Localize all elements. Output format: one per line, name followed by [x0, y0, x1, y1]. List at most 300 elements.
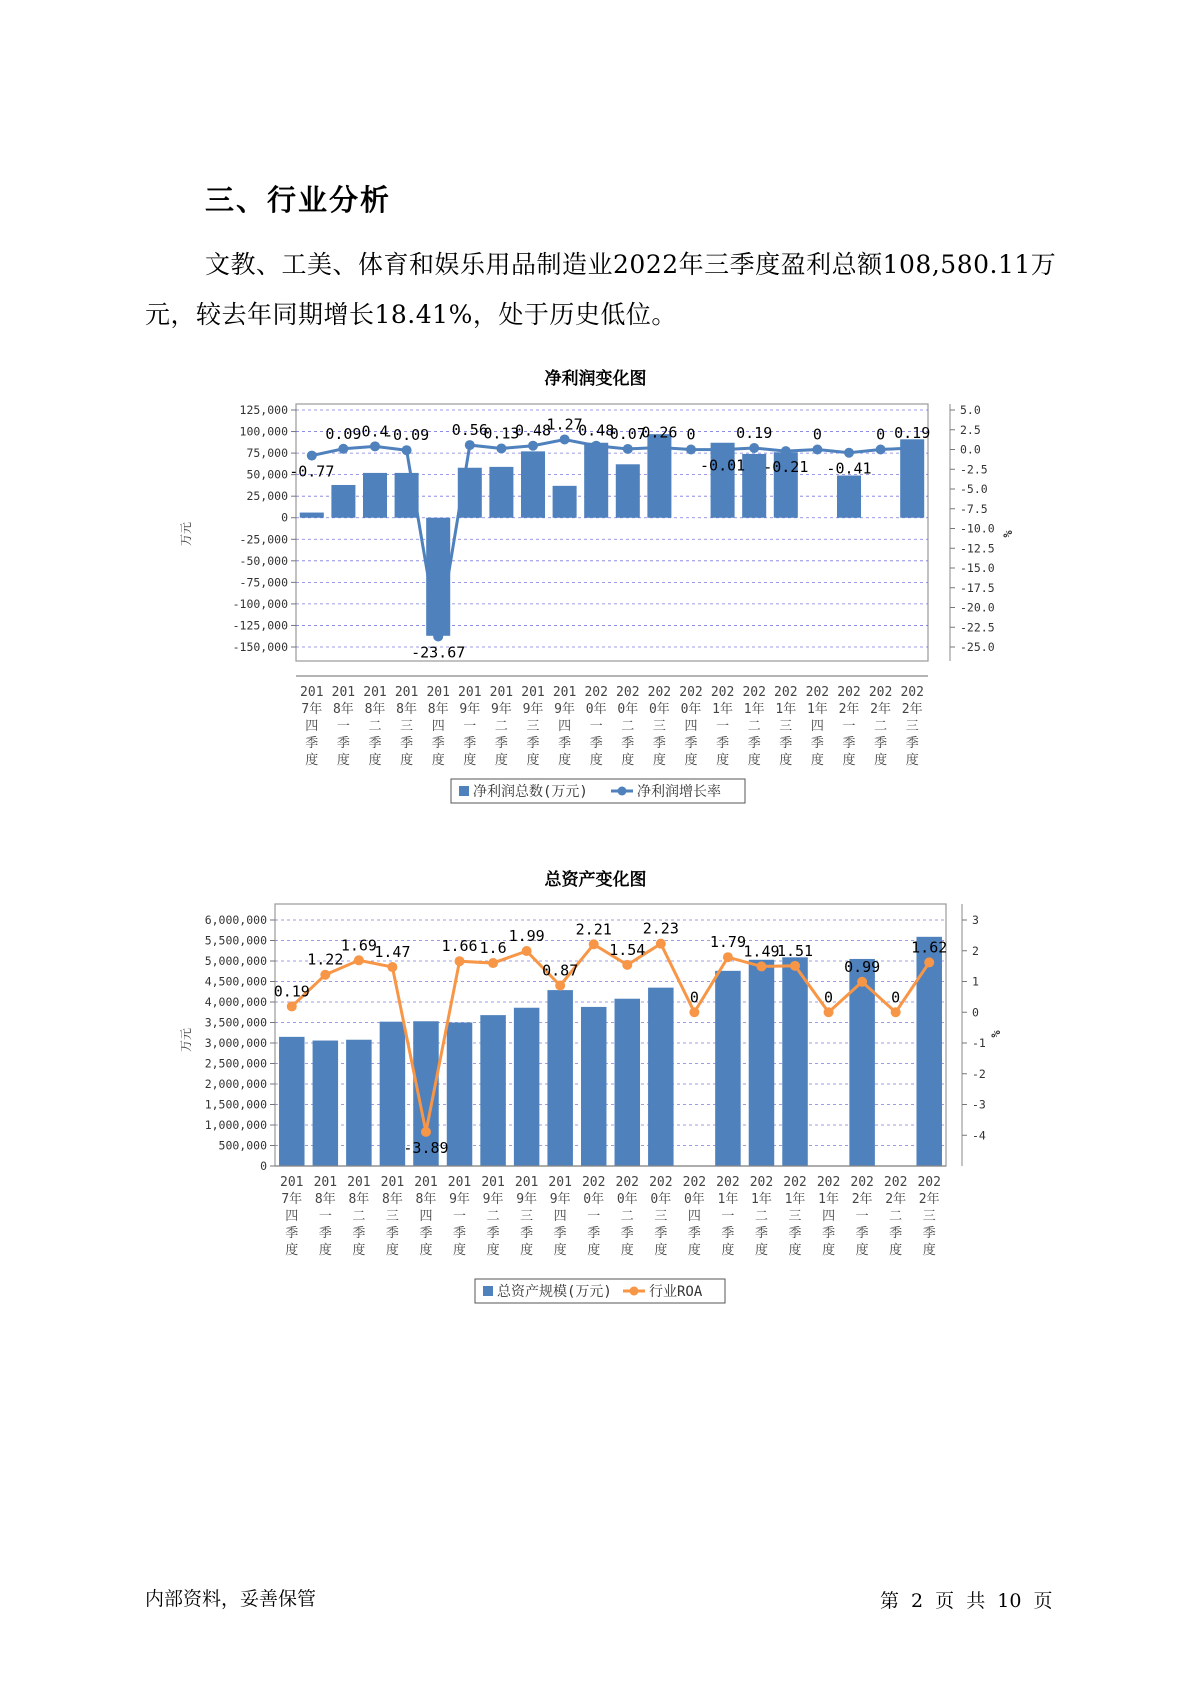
- data-label: 1.51: [776, 941, 814, 960]
- x-tick-label: 三: [922, 1209, 936, 1224]
- x-tick-label: 季: [553, 1226, 567, 1241]
- x-tick-label: 8年: [382, 1192, 403, 1207]
- y-tick-label: -125,000: [232, 618, 288, 633]
- x-tick-label: 度: [520, 1243, 534, 1258]
- x-tick-label: 二: [747, 719, 761, 734]
- x-tick-label: 度: [419, 1243, 433, 1258]
- x-tick-label: 二: [486, 1209, 500, 1224]
- x-tick-label: 度: [385, 1243, 399, 1258]
- x-tick-label: 季: [754, 1226, 768, 1241]
- x-tick-label: 季: [922, 1226, 936, 1241]
- line-point: [857, 977, 867, 987]
- x-tick-label: 202: [749, 1175, 774, 1190]
- x-tick-label: 一: [336, 719, 350, 734]
- legend-bar-label: 净利润总数(万元): [473, 784, 588, 800]
- x-tick-label: 9年: [549, 1192, 571, 1207]
- x-tick-label: 201: [458, 685, 482, 700]
- data-label: -3.89: [403, 1138, 449, 1157]
- y2-tick-label: -4: [972, 1128, 986, 1143]
- data-label: 1.6: [479, 939, 507, 958]
- data-label: 0.26: [641, 423, 678, 442]
- x-tick-label: 201: [548, 1175, 572, 1190]
- x-tick-label: 季: [305, 736, 319, 751]
- x-tick-label: 四: [810, 719, 824, 734]
- y2-tick-label: -5.0: [960, 482, 988, 496]
- line-point: [522, 946, 532, 956]
- y2-tick-label: 5.0: [960, 403, 981, 417]
- x-tick-label: 季: [589, 736, 603, 751]
- x-tick-label: 202: [900, 685, 924, 700]
- bar: [581, 1007, 606, 1166]
- x-tick-label: 一: [716, 719, 730, 734]
- x-tick-label: 0年: [616, 1192, 638, 1207]
- x-tick-label: 9年: [516, 1192, 538, 1207]
- x-tick-label: 度: [463, 753, 477, 768]
- x-tick-label: 201: [481, 1175, 505, 1190]
- x-tick-label: 四: [553, 1209, 567, 1224]
- x-tick-label: 季: [779, 736, 793, 751]
- legend-line-label: 行业ROA: [649, 1284, 703, 1300]
- x-tick-label: 8年: [396, 702, 418, 717]
- y-axis-title: 万元: [179, 521, 193, 547]
- bar: [279, 1037, 304, 1166]
- x-tick-label: 度: [721, 1243, 735, 1258]
- data-label: 0.09: [325, 424, 362, 443]
- x-tick-label: 度: [587, 1243, 601, 1258]
- x-tick-label: 四: [305, 719, 319, 734]
- x-tick-label: 度: [842, 753, 856, 768]
- x-tick-label: 201: [489, 685, 514, 700]
- x-tick-label: 7年: [281, 1192, 303, 1207]
- x-tick-label: 季: [526, 736, 540, 751]
- legend-line-label: 净利润增长率: [637, 784, 721, 800]
- line-point: [320, 970, 330, 980]
- line-point: [287, 1001, 297, 1011]
- x-tick-label: 2年: [870, 702, 892, 717]
- x-tick-label: 202: [850, 1175, 874, 1190]
- x-tick-label: 度: [494, 753, 508, 768]
- data-label: 0.07: [609, 424, 646, 443]
- data-label: 0.4: [361, 422, 389, 441]
- x-tick-label: 202: [742, 685, 766, 700]
- x-tick-label: 季: [285, 1226, 299, 1241]
- x-tick-label: 季: [620, 1226, 634, 1241]
- x-tick-label: 0年: [680, 702, 702, 717]
- y2-tick-label: -3: [972, 1097, 986, 1112]
- y-tick-label: 1,000,000: [204, 1118, 267, 1132]
- x-tick-label: 度: [652, 753, 666, 768]
- data-label: 1.62: [911, 938, 948, 957]
- x-tick-label: 8年: [332, 702, 354, 717]
- y-tick-label: 75,000: [246, 446, 288, 461]
- x-tick-label: 202: [716, 1175, 740, 1190]
- x-tick-label: 1年: [775, 702, 797, 717]
- x-tick-label: 季: [453, 1226, 467, 1241]
- x-tick-label: 8年: [415, 1192, 437, 1207]
- x-tick-label: 季: [419, 1226, 433, 1241]
- x-tick-label: 季: [822, 1226, 836, 1241]
- bar: [480, 1015, 505, 1166]
- y-tick-label: 125,000: [239, 403, 288, 417]
- line-point: [891, 1007, 901, 1017]
- x-tick-label: 1年: [806, 702, 828, 717]
- x-tick-label: 201: [280, 1175, 304, 1190]
- x-tick-label: 季: [431, 736, 445, 751]
- x-tick-label: 一: [463, 719, 477, 734]
- x-tick-label: 202: [917, 1175, 941, 1190]
- y-tick-label: -100,000: [232, 596, 288, 611]
- x-tick-label: 四: [285, 1209, 299, 1224]
- x-tick-label: 二: [621, 719, 635, 734]
- x-tick-label: 季: [684, 736, 698, 751]
- x-tick-label: 202: [774, 685, 798, 700]
- x-tick-label: 季: [385, 1226, 399, 1241]
- x-tick-label: 度: [874, 753, 888, 768]
- data-label: 1.69: [340, 936, 377, 955]
- summary-paragraph: 文教、工美、体育和娱乐用品制造业2022年三季度盈利总额108,580.11万元，较去年同期增长18.41%，处于历史低位。: [145, 250, 1057, 329]
- x-tick-label: 四: [419, 1209, 433, 1224]
- line-point: [455, 956, 465, 966]
- x-tick-label: 二: [889, 1209, 903, 1224]
- legend-bar-label: 总资产规模(万元): [497, 1284, 612, 1300]
- data-label: 2.21: [575, 920, 612, 939]
- x-tick-label: 202: [682, 1175, 707, 1190]
- x-tick-label: 202: [649, 1175, 673, 1190]
- x-tick-label: 202: [883, 1175, 908, 1190]
- x-tick-label: 度: [526, 753, 540, 768]
- data-label: 2.23: [642, 919, 679, 938]
- data-label: -0.09: [384, 426, 430, 445]
- y2-tick-label: -20.0: [960, 600, 995, 615]
- x-tick-label: 度: [788, 1243, 802, 1258]
- x-tick-label: 一: [855, 1209, 869, 1224]
- bar: [346, 1040, 371, 1166]
- x-tick-label: 季: [788, 1226, 802, 1241]
- y-tick-label: 50,000: [246, 467, 288, 482]
- x-tick-label: 季: [520, 1226, 534, 1241]
- x-tick-label: 0年: [585, 702, 607, 717]
- x-tick-label: 201: [300, 685, 324, 700]
- x-tick-label: 季: [810, 736, 824, 751]
- line-point: [488, 958, 498, 968]
- x-tick-label: 季: [463, 736, 477, 751]
- x-tick-label: 2年: [918, 1192, 940, 1207]
- x-tick-label: 季: [747, 736, 761, 751]
- x-tick-label: 0年: [617, 702, 639, 717]
- x-tick-label: 201: [414, 1175, 438, 1190]
- x-tick-label: 2年: [838, 702, 860, 717]
- x-tick-label: 二: [874, 719, 888, 734]
- x-tick-label: 8年: [364, 702, 386, 717]
- x-tick-label: 四: [687, 1209, 701, 1224]
- data-label: 1.66: [441, 937, 478, 956]
- y-tick-label: 500,000: [218, 1138, 267, 1153]
- x-tick-label: 三: [788, 1209, 802, 1224]
- line-point: [589, 939, 599, 949]
- x-tick-label: 1年: [784, 1192, 806, 1207]
- x-tick-label: 二: [620, 1209, 634, 1224]
- x-tick-label: 度: [754, 1243, 768, 1258]
- line-point: [756, 961, 766, 971]
- line-point: [689, 1007, 699, 1017]
- bar: [313, 1041, 338, 1166]
- x-tick-label: 四: [684, 719, 698, 734]
- x-tick-label: 9年: [490, 702, 512, 717]
- data-label: 0: [824, 988, 834, 1007]
- section-heading: 三、行业分析: [205, 183, 392, 217]
- bar: [782, 957, 807, 1166]
- x-tick-label: 度: [453, 1243, 467, 1258]
- x-tick-label: 202: [783, 1175, 807, 1190]
- x-tick-label: 202: [805, 685, 830, 700]
- x-tick-label: 度: [716, 753, 730, 768]
- y-tick-label: -25,000: [239, 532, 288, 547]
- x-tick-label: 度: [589, 753, 603, 768]
- y-tick-label: -50,000: [239, 553, 288, 568]
- data-label: 0.99: [844, 957, 881, 976]
- x-tick-label: 度: [779, 753, 793, 768]
- x-tick-label: 四: [822, 1209, 836, 1224]
- x-tick-label: 一: [721, 1209, 735, 1224]
- line-point: [656, 939, 666, 949]
- x-tick-label: 季: [336, 736, 350, 751]
- x-tick-label: 202: [584, 685, 608, 700]
- x-tick-label: 三: [652, 719, 666, 734]
- x-tick-label: 0年: [648, 702, 670, 717]
- data-label: -23.67: [411, 643, 466, 662]
- y2-tick-label: -2: [972, 1066, 986, 1081]
- y2-tick-label: -10.0: [960, 521, 995, 536]
- y-tick-label: 3,500,000: [204, 1015, 267, 1030]
- x-tick-label: 201: [380, 1175, 405, 1190]
- x-tick-label: 度: [400, 753, 414, 768]
- x-tick-label: 季: [721, 1226, 735, 1241]
- x-tick-label: 四: [558, 719, 572, 734]
- x-tick-label: 1年: [743, 702, 765, 717]
- x-tick-label: 季: [400, 736, 414, 751]
- data-label: 0: [876, 425, 886, 444]
- x-tick-label: 度: [431, 753, 445, 768]
- x-tick-label: 季: [874, 736, 888, 751]
- data-label: 0.48: [514, 421, 552, 440]
- x-tick-label: 季: [654, 1226, 668, 1241]
- x-tick-label: 度: [822, 1243, 836, 1258]
- x-tick-label: 201: [514, 1175, 539, 1190]
- x-tick-label: 201: [552, 685, 577, 700]
- legend-line-marker: [630, 1287, 639, 1296]
- x-tick-label: 202: [615, 1175, 640, 1190]
- x-tick-label: 202: [647, 685, 672, 700]
- x-tick-label: 9年: [482, 1192, 504, 1207]
- x-tick-label: 季: [558, 736, 572, 751]
- data-label: 0: [891, 988, 901, 1007]
- x-tick-label: 季: [486, 1226, 500, 1241]
- x-tick-label: 9年: [522, 702, 544, 717]
- x-tick-label: 度: [855, 1243, 869, 1258]
- data-label: 1.49: [743, 942, 780, 961]
- x-tick-label: 季: [352, 1226, 366, 1241]
- x-tick-label: 201: [313, 1175, 338, 1190]
- x-tick-label: 度: [654, 1243, 668, 1258]
- x-tick-label: 201: [363, 685, 387, 700]
- x-tick-label: 8年: [427, 702, 449, 717]
- x-tick-label: 一: [587, 1209, 601, 1224]
- data-label: 0.87: [542, 961, 579, 980]
- bar: [447, 1023, 472, 1167]
- x-tick-label: 季: [587, 1226, 601, 1241]
- x-tick-label: 度: [368, 753, 382, 768]
- bar: [380, 1022, 405, 1166]
- y-tick-label: 1,500,000: [204, 1097, 267, 1112]
- x-tick-label: 2年: [901, 702, 923, 717]
- x-tick-label: 二: [494, 719, 508, 734]
- x-tick-label: 9年: [459, 702, 481, 717]
- data-label: -0.21: [763, 458, 809, 477]
- x-tick-label: 1年: [751, 1192, 772, 1207]
- y-tick-label: 4,500,000: [204, 974, 267, 989]
- data-label: 1.47: [374, 943, 411, 962]
- x-tick-label: 度: [558, 753, 572, 768]
- y-tick-label: 0: [281, 510, 288, 525]
- x-tick-label: 度: [553, 1243, 567, 1258]
- y2-tick-label: -2.5: [960, 462, 988, 477]
- y2-tick-label: -1: [972, 1036, 986, 1050]
- x-tick-label: 2年: [851, 1192, 873, 1207]
- bar: [749, 960, 774, 1166]
- x-tick-label: 季: [716, 736, 730, 751]
- x-tick-label: 8年: [348, 1192, 370, 1207]
- x-tick-label: 季: [318, 1226, 332, 1241]
- x-tick-label: 季: [905, 736, 919, 751]
- footer-page-number: 第 2 页 共 10 页: [880, 1590, 1053, 1612]
- x-tick-label: 度: [621, 753, 635, 768]
- x-tick-label: 度: [318, 1243, 332, 1258]
- x-tick-label: 季: [889, 1226, 903, 1241]
- x-tick-label: 度: [620, 1243, 634, 1258]
- x-tick-label: 201: [347, 1175, 371, 1190]
- x-tick-label: 三: [905, 719, 919, 734]
- y2-tick-label: -7.5: [960, 501, 988, 516]
- line-point: [790, 961, 800, 971]
- bar: [547, 990, 572, 1166]
- y-tick-label: 5,500,000: [204, 933, 267, 948]
- y-tick-label: -150,000: [232, 640, 288, 654]
- data-label: 0.48: [578, 421, 615, 440]
- x-tick-label: 一: [842, 719, 856, 734]
- y-tick-label: 2,500,000: [204, 1056, 267, 1071]
- data-label: 0: [812, 425, 822, 444]
- x-tick-label: 一: [453, 1209, 467, 1224]
- x-tick-label: 度: [922, 1243, 936, 1258]
- data-label: 0.19: [894, 423, 931, 442]
- y2-tick-label: 0.0: [960, 442, 981, 457]
- chart2-title: 总资产变化图: [544, 870, 647, 890]
- x-tick-label: 季: [494, 736, 508, 751]
- legend-bar-swatch: [483, 1286, 493, 1296]
- bar: [916, 937, 941, 1166]
- y2-axis-title: %: [989, 1030, 1003, 1038]
- data-label: 0.19: [736, 423, 773, 442]
- bar: [615, 999, 640, 1166]
- y-tick-label: 4,000,000: [204, 995, 267, 1009]
- y-tick-label: 0: [260, 1159, 267, 1173]
- x-tick-label: 度: [684, 753, 698, 768]
- y2-tick-label: -22.5: [960, 620, 995, 635]
- y-tick-label: -75,000: [239, 575, 288, 590]
- line-point: [387, 962, 397, 972]
- x-tick-label: 二: [754, 1209, 768, 1224]
- x-tick-label: 度: [810, 753, 824, 768]
- x-tick-label: 季: [652, 736, 666, 751]
- y-tick-label: 6,000,000: [204, 913, 267, 927]
- x-tick-label: 202: [616, 685, 640, 700]
- x-tick-label: 1年: [712, 702, 734, 717]
- x-tick-label: 度: [905, 753, 919, 768]
- y2-tick-label: -12.5: [960, 541, 995, 556]
- x-tick-label: 度: [687, 1243, 701, 1258]
- y2-tick-label: 3: [972, 913, 979, 927]
- x-tick-label: 三: [385, 1209, 399, 1224]
- y2-tick-label: 1: [972, 974, 979, 989]
- x-tick-label: 1年: [818, 1192, 839, 1207]
- x-tick-label: 202: [816, 1175, 841, 1190]
- x-tick-label: 202: [710, 685, 735, 700]
- x-tick-label: 1年: [717, 1192, 739, 1207]
- x-tick-label: 一: [318, 1209, 332, 1224]
- x-tick-label: 201: [394, 685, 419, 700]
- x-tick-label: 201: [426, 685, 450, 700]
- y-tick-label: 25,000: [246, 489, 288, 504]
- x-tick-label: 9年: [449, 1192, 470, 1207]
- bar: [514, 1008, 539, 1166]
- x-tick-label: 季: [368, 736, 382, 751]
- data-label: 1.27: [546, 415, 583, 434]
- x-tick-label: 度: [889, 1243, 903, 1258]
- x-tick-label: 201: [521, 685, 545, 700]
- x-tick-label: 度: [747, 753, 761, 768]
- x-tick-label: 四: [431, 719, 445, 734]
- y-tick-label: 100,000: [239, 424, 288, 439]
- bar: [648, 988, 673, 1166]
- x-tick-label: 季: [842, 736, 856, 751]
- x-tick-label: 202: [679, 685, 703, 700]
- x-tick-label: 202: [868, 685, 893, 700]
- x-tick-label: 度: [352, 1243, 366, 1258]
- x-tick-label: 度: [305, 753, 319, 768]
- data-label: -0.41: [826, 459, 872, 478]
- x-tick-label: 7年: [301, 702, 323, 717]
- line-point: [555, 980, 565, 990]
- x-tick-label: 9年: [554, 702, 576, 717]
- x-tick-label: 202: [837, 685, 861, 700]
- x-tick-label: 201: [331, 685, 356, 700]
- x-tick-label: 0年: [650, 1192, 672, 1207]
- x-tick-label: 三: [400, 719, 414, 734]
- x-tick-label: 三: [779, 719, 793, 734]
- footer-confidential: 内部资料，妥善保管: [145, 1588, 317, 1610]
- data-label: 1.22: [307, 950, 344, 969]
- x-tick-label: 201: [447, 1175, 472, 1190]
- x-tick-label: 0年: [583, 1192, 605, 1207]
- x-tick-label: 三: [654, 1209, 668, 1224]
- data-label: 1.79: [709, 933, 746, 952]
- x-tick-label: 202: [581, 1175, 606, 1190]
- y-tick-label: 5,000,000: [204, 954, 267, 968]
- data-label: 0.13: [483, 424, 520, 443]
- data-label: -0.01: [700, 456, 746, 475]
- chart1-title: 净利润变化图: [544, 369, 647, 389]
- data-label: 0.56: [451, 421, 488, 440]
